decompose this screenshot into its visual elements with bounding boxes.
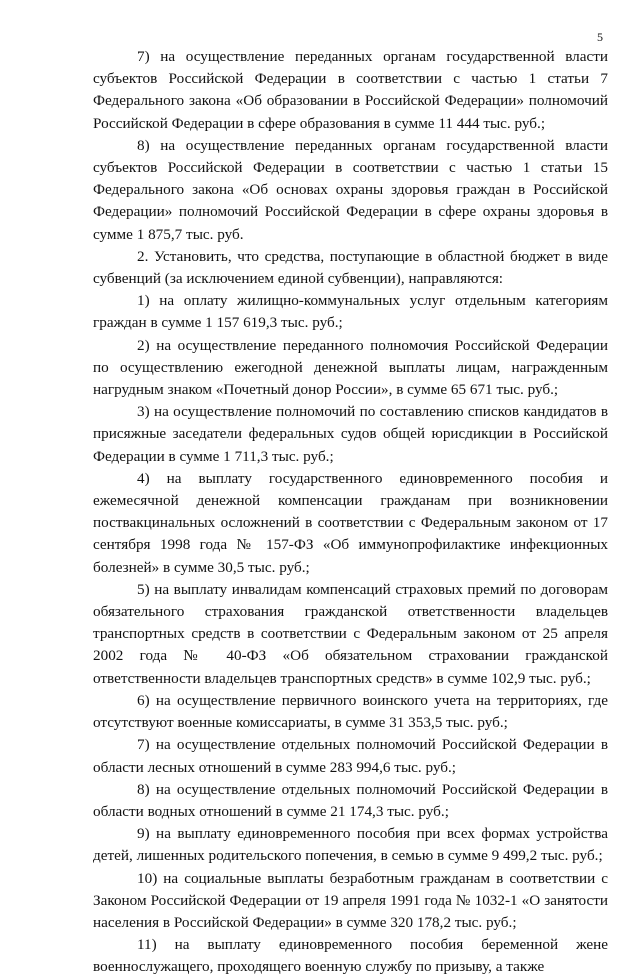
paragraph-item-3: 3) на осуществление полномочий по составлению списков кандидатов в присяжные заседатели федеральных судов общей юрисдикции в Российской Федерации в сумме 1 711,3 тыс. руб.; bbox=[93, 403, 608, 465]
paragraph-item-11: 11) на выплату единовременного пособия беременной жене военнослужащего, проходящего военную службу по призыву, а также bbox=[93, 936, 608, 976]
paragraph-item-8-health: 8) на осуществление переданных органам государственной власти субъектов Российской Федерации в соответствии с частью 1 статьи 15 Федерального закона «Об основах охраны здоровья граждан в Российской Федерации» полномочий Российской Федерации в сфере охраны здоровья в сумме 1 875,7 тыс. руб. bbox=[93, 136, 608, 243]
paragraph-item-7: 7) на осуществление отдельных полномочий Российской Федерации в области лесных отношений в сумме 283 994,6 тыс. руб.; bbox=[93, 736, 608, 776]
paragraph-item-4: 4) на выплату государственного единовременного пособия и ежемесячной денежной компенсации гражданам при возникновении поствакцинальных осложнений в соответствии с Федеральным законом от 17 сентября 1998 года № 157-ФЗ «Об иммунопрофилактике инфекционных болезней» в сумме 30,5 тыс. руб.; bbox=[93, 469, 608, 576]
paragraph-item-2: 2) на осуществление переданного полномочия Российской Федерации по осуществлению ежегодной денежной выплаты лицам, награжденным нагрудным знаком «Почетный донор России», в сумме 65 671 тыс. руб.; bbox=[93, 336, 608, 399]
paragraph-item-8: 8) на осуществление отдельных полномочий Российской Федерации в области водных отношений в сумме 21 174,3 тыс. руб.; bbox=[93, 780, 608, 820]
paragraph-item-9: 9) на выплату единовременного пособия при всех формах устройства детей, лишенных родительского попечения, в семью в сумме 9 499,2 тыс. руб.; bbox=[93, 825, 608, 865]
paragraph-section-2: 2. Установить, что средства, поступающие в областной бюджет в виде субвенций (за исключением единой субвенции), направляются: bbox=[93, 247, 608, 288]
paragraph-item-7-education: 7) на осуществление переданных органам государственной власти субъектов Российской Федерации в соответствии с частью 1 статьи 7 Федерального закона «Об образовании в Российской Федерации» полномочий Российской Федерации в сфере образования в сумме 11 444 тыс. руб.; bbox=[93, 48, 608, 132]
paragraph-item-6: 6) на осуществление первичного воинского учета на территориях, где отсутствуют военные комиссариаты, в сумме 31 353,5 тыс. руб.; bbox=[93, 691, 608, 732]
paragraph-item-10: 10) на социальные выплаты безработным гражданам в соответствии с Законом Российской Федерации от 19 апреля 1991 года № 1032-1 «О занятости населения в Российской Федерации» в сумме 320 178,2 тыс. руб.; bbox=[93, 869, 608, 931]
paragraph-item-1: 1) на оплату жилищно-коммунальных услуг отдельным категориям граждан в сумме 1 157 619,3 тыс. руб.; bbox=[93, 292, 608, 332]
page-number: 5 bbox=[597, 30, 603, 44]
paragraph-item-5: 5) на выплату инвалидам компенсаций страховых премий по договорам обязательного страхования гражданской ответственности владельцев транспортных средств в соответствии с Федеральным законом от 25 апреля 2002 года № 40-ФЗ «Об обязательном страховании гражданской ответственности владельцев транспортных средств» в сумме 102,9 тыс. руб.; bbox=[93, 580, 608, 687]
document-body bbox=[93, 46, 608, 979]
